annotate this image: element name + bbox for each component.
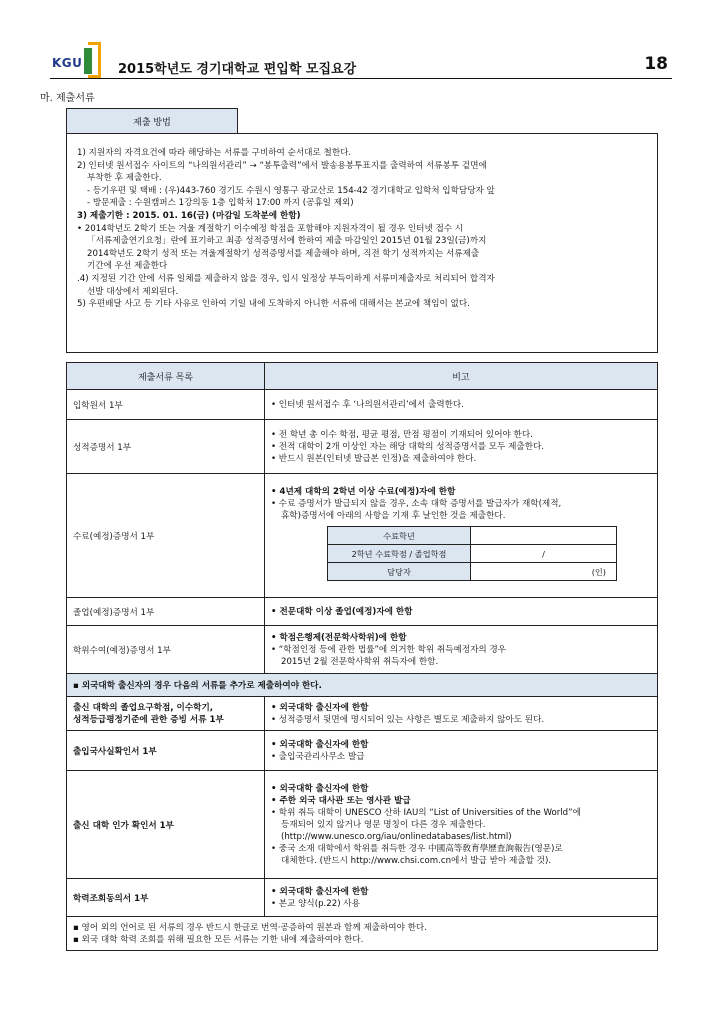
- logo-text: KGU: [52, 56, 83, 70]
- note-line: • 학점은행제(전문학사학위)에 한함: [271, 632, 407, 643]
- document-title: 2015학년도 경기대학교 편입학 모집요강: [118, 62, 357, 77]
- doc-notes: [265, 731, 658, 771]
- form-row: [328, 563, 617, 581]
- page-header: [50, 42, 672, 80]
- doc-notes: [265, 771, 658, 879]
- note-line: • 외국대학 출신자에 한함: [271, 886, 369, 897]
- method-tab-label: 제출 방법: [133, 117, 171, 128]
- form-row: [328, 527, 617, 545]
- method-line: 2014학년도 2학기 성적 또는 겨울계절학기 성적증명서를 제출해야 하며, 직전 학기 성적까지는 서류제출: [87, 248, 480, 259]
- note-line: • 전문대학 이상 졸업(예정)자에 한함: [271, 606, 413, 617]
- kgu-logo: [50, 42, 102, 78]
- foreign-banner-row: [67, 674, 658, 697]
- note-line: • 주한 외국 대사관 또는 영사관 발급: [271, 795, 411, 806]
- note-line: • 수료 증명서가 발급되지 않을 경우, 소속 대학 증명서를 발급자가 재학(제적,: [271, 499, 562, 509]
- method-line: 선발 대상에서 제외된다.: [87, 286, 179, 297]
- table-row: [67, 420, 658, 474]
- method-line: - 방문제출 : 수원캠퍼스 1강의동 1층 입학처 17:00 까지 (공휴일 제외): [87, 198, 354, 209]
- note-line: • 전 학년 총 이수 학점, 평균 평점, 만점 평점이 기재되어 있어야 한다.: [271, 429, 533, 440]
- method-line: 부착한 후 제출한다.: [87, 173, 162, 184]
- method-line: 2) 인터넷 원서접수 사이트의 “나의원서관리” → “봉투출력”에서 발송용봉투표지를 출력하여 서류봉투 겉면에: [77, 160, 487, 171]
- doc-notes: [265, 598, 658, 626]
- note-line: • “학점인정 등에 관한 법률”에 의거한 학위 취득예정자의 경우: [271, 644, 507, 655]
- form-value: [471, 527, 617, 545]
- table-row: [67, 474, 658, 598]
- footer-note: ▪ 외국 대학 학력 조회를 위해 필요한 모든 서류는 기한 내에 제출하여야 한다.: [73, 934, 364, 945]
- note-line: • 중국 소재 대학에서 학위를 취득한 경우 中國高等敎育學歷査詢報告(영문)로: [271, 843, 563, 854]
- note-line: • 반드시 원본(인터넷 발급본 인정)을 제출하여야 한다.: [271, 453, 477, 464]
- note-line: • 본교 양식(p.22) 사용: [271, 898, 360, 909]
- note-line: • 외국대학 출신자에 한함: [271, 783, 369, 794]
- documents-table: [66, 362, 658, 951]
- footer-note: ▪ 영어 외의 언어로 된 서류의 경우 반드시 한글로 번역·공증하여 원본과 함께 제출하여야 한다.: [73, 922, 427, 933]
- doc-name-line: 성적등급평정기준에 관한 증빙 서류 1부: [73, 714, 224, 725]
- doc-name-line: 출신 대학의 졸업요구학점, 이수학기,: [73, 702, 214, 713]
- form-label: 2학년 수료학점 / 졸업학점: [328, 545, 471, 563]
- section-title: 마. 제출서류: [40, 93, 95, 104]
- note-line: • 출입국관리사무소 발급: [271, 751, 365, 762]
- doc-name: 수료(예정)증명서 1부: [67, 474, 265, 598]
- doc-notes: [265, 420, 658, 474]
- doc-notes: [265, 697, 658, 731]
- table-row: [67, 626, 658, 674]
- completion-info-form: [327, 526, 617, 581]
- doc-name: 학력조회동의서 1부: [67, 879, 265, 917]
- method-line: 「서류제출연기요청」란에 표기하고 최종 성적증명서에 한하여 제출 마감일인 2015년 01월 23일(금)까지: [87, 236, 487, 247]
- header-cell-documents: 제출서류 목록: [67, 363, 265, 390]
- method-line: 기간에 우선 제출한다: [87, 261, 168, 272]
- note-line: (http://www.unesco.org/iau/onlinedatabases/list.html): [281, 831, 512, 842]
- note-line: • 외국대학 출신자에 한함: [271, 739, 369, 750]
- doc-name: [67, 697, 265, 731]
- note-line: 2015년 2월 전문학사학위 취득자에 한함.: [281, 656, 439, 667]
- foreign-banner: ▪ 외국대학 출신자의 경우 다음의 서류를 추가로 제출하여야 한다.: [67, 674, 658, 697]
- doc-name: 입학원서 1부: [67, 390, 265, 420]
- doc-name: 졸업(예정)증명서 1부: [67, 598, 265, 626]
- form-label: 담당자: [328, 563, 471, 581]
- note-line: • 인터넷 원서접수 후 ‘나의원서관리’에서 출력한다.: [271, 399, 464, 410]
- method-line: - 등기우편 및 택배 : (우)443-760 경기도 수원시 영통구 광교산로 154-42 경기대학교 입학처 입학담당자 앞: [87, 185, 495, 196]
- method-tab: [66, 108, 238, 134]
- header-cell-remarks: 비고: [265, 363, 658, 390]
- header-rule: [50, 78, 672, 79]
- deadline-line: 3) 제출기한 : 2015. 01. 16(금) (마감일 도착분에 한함): [77, 210, 301, 221]
- form-value: (인): [471, 563, 617, 581]
- doc-notes: [265, 474, 658, 598]
- table-row: [67, 598, 658, 626]
- table-row: [67, 879, 658, 917]
- method-line: 5) 우편배달 사고 등 기타 사유로 인하여 기일 내에 도착하지 아니한 서류에 대해서는 본교에 책임이 없다.: [77, 299, 470, 310]
- method-line: .4) 지정된 기간 안에 서류 일체를 제출하지 않을 경우, 입시 일정상 부득이하게 서류미제출자로 처리되어 합격자: [77, 273, 495, 284]
- note-line: • 전적 대학이 2개 이상인 자는 해당 대학의 성적증명서를 모두 제출한다.: [271, 441, 545, 452]
- table-row: [67, 697, 658, 731]
- footer-notes-row: [67, 917, 658, 951]
- note-line: • 외국대학 출신자에 한함: [271, 702, 369, 713]
- doc-name: 성적증명서 1부: [67, 420, 265, 474]
- note-line: 휴학)증명서에 아래의 사항을 기재 후 날인한 것을 제출한다.: [281, 511, 506, 521]
- note-line: 대체한다. (반드시 http://www.chsi.com.cn에서 발급 받아 제출할 것).: [281, 855, 552, 866]
- submission-method-box: [66, 133, 658, 353]
- form-row: [328, 545, 617, 563]
- doc-name: 학위수여(예정)증명서 1부: [67, 626, 265, 674]
- method-line: 1) 지원자의 자격요건에 따라 해당하는 서류를 구비하여 순서대로 철한다.: [77, 148, 352, 158]
- table-row: [67, 390, 658, 420]
- note-line: • 성적증명서 뒷면에 명시되어 있는 사항은 별도로 제출하지 않아도 된다.: [271, 714, 545, 725]
- doc-notes: [265, 390, 658, 420]
- note-line: • 학위 취득 대학이 UNESCO 산하 IAU의 “List of Universities of the World”에: [271, 807, 581, 818]
- note-line: 등재되어 있지 않거나 영문 명칭이 다른 경우 제출한다.: [281, 819, 486, 830]
- method-line: • 2014학년도 2학기 또는 겨울 계절학기 이수예정 학점을 포함해야 지원자격이 될 경우 인터넷 접수 시: [77, 223, 464, 234]
- form-label: 수료학년: [328, 527, 471, 545]
- note-line: • 4년제 대학의 2학년 이상 수료(예정)자에 한함: [271, 487, 456, 497]
- page-number: 18: [644, 54, 668, 74]
- doc-name: 출신 대학 인가 확인서 1부: [67, 771, 265, 879]
- footer-notes: [67, 917, 658, 951]
- table-row: [67, 731, 658, 771]
- doc-notes: [265, 626, 658, 674]
- table-row: [67, 771, 658, 879]
- table-header-row: [67, 363, 658, 390]
- logo-orange-bracket: [88, 42, 101, 78]
- doc-notes: [265, 879, 658, 917]
- form-value: /: [471, 545, 617, 563]
- doc-name: 출입국사실확인서 1부: [67, 731, 265, 771]
